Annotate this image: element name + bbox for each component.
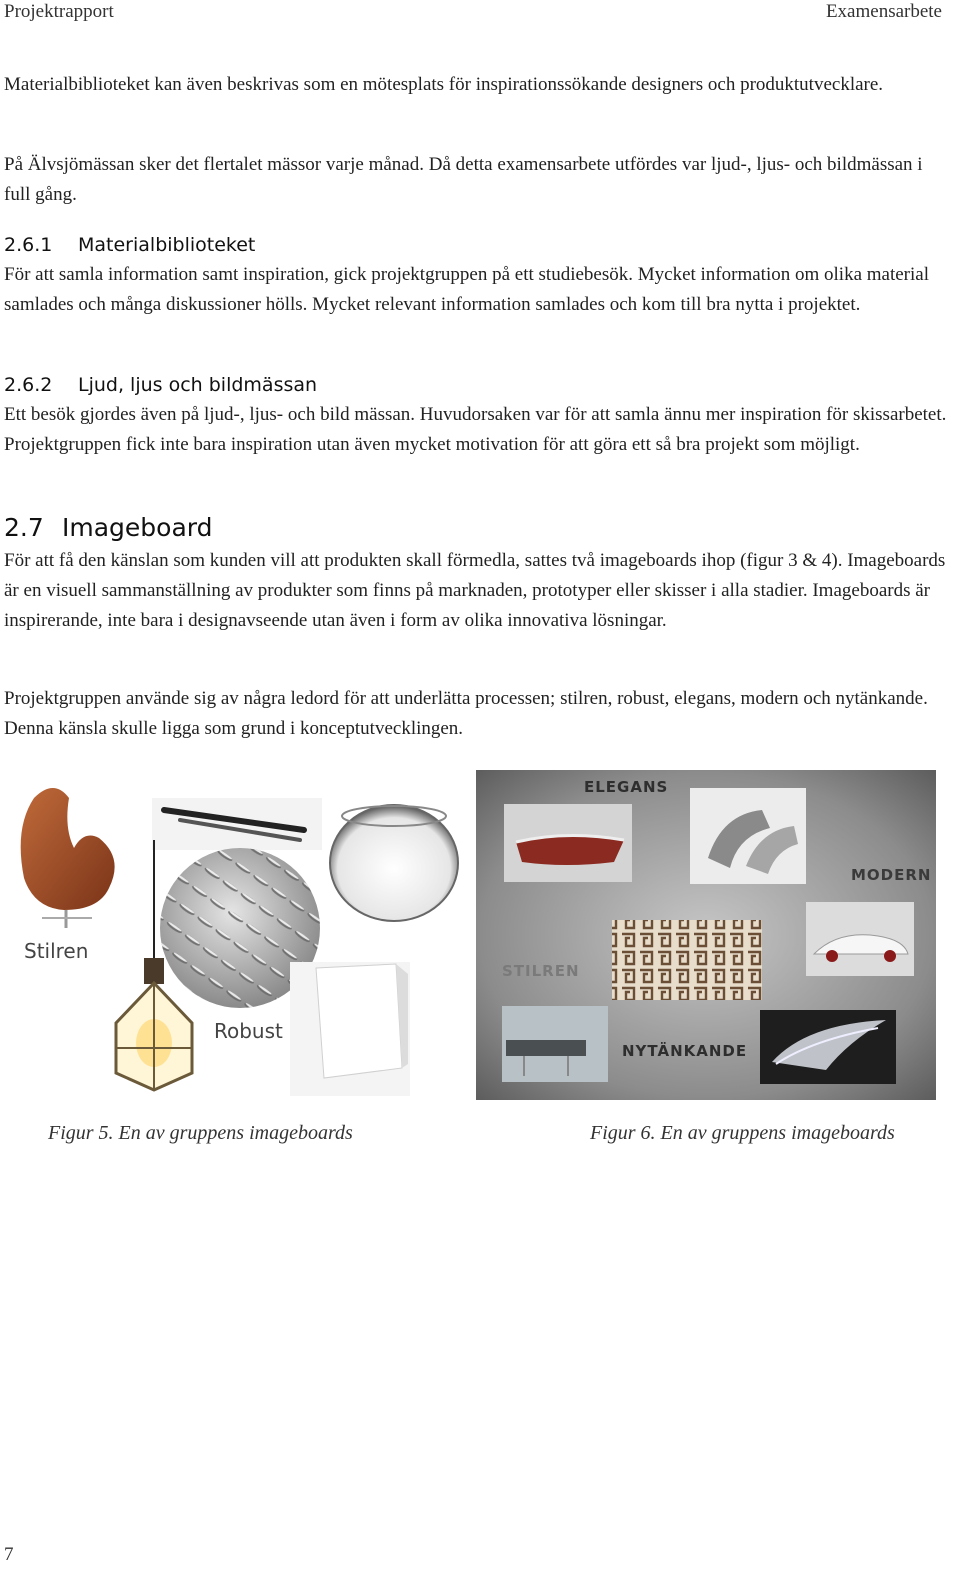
- elegant-boat-image: [504, 804, 632, 882]
- egg-chair-image: [21, 788, 115, 928]
- greek-pattern-image: [612, 920, 762, 1000]
- glass-bowl-image: [330, 805, 458, 921]
- paragraph-ledord: Projektgruppen använde sig av några ledord för att underlätta processen; stilren, robust, elegans, modern och nytänkande. Denna känsla skulle ligga som grund i konceptutvecklingen.: [4, 688, 928, 739]
- heading-number: 2.6.1: [4, 234, 53, 256]
- paragraph-studiebesok: För att samla information samt inspiration, gick projektgruppen på ett studiebesök. Mycket information om olika material samlades och många diskussioner hölls. Mycket relevant information samlades och kom till bra nytta i projektet.: [4, 264, 929, 315]
- heading-2-6-1: [4, 232, 255, 258]
- heading-title: Ljud, ljus och bildmässan: [78, 374, 318, 396]
- label-robust: Robust: [214, 1019, 283, 1043]
- header-right: Examensarbete: [825, 1, 942, 22]
- paragraph-massbesok: Ett besök gjordes även på ljud-, ljus- och bild mässan. Huvudorsaken var för att samla ännu mer inspiration för skissarbetet. Projektgruppen fick inte bara inspiration utan även mycket motivation för att göra ett så bra projekt som möjligt.: [4, 404, 947, 455]
- futuristic-shape-image: [760, 1010, 896, 1084]
- paragraph-alvsjomassan: På Älvsjömässan sker det flertalet mässor varje månad. Då detta examensarbete utfördes var ljud-, ljus- och bildmässan i full gång.: [4, 154, 923, 205]
- imageboard-figure-6: [476, 770, 936, 1100]
- pens-image: [152, 798, 322, 850]
- caption-figure-6: Figur 6. En av gruppens imageboards: [590, 1122, 895, 1144]
- white-cube-image: [290, 962, 410, 1096]
- heading-2-6-2: [4, 372, 317, 398]
- paragraph-materialbibliotek-intro: Materialbiblioteket kan även beskrivas som en mötesplats för inspirationssökande designers och produktutvecklare.: [4, 74, 884, 95]
- label-nytankande: NYTÄNKANDE: [622, 1042, 748, 1060]
- label-elegans: ELEGANS: [584, 778, 669, 796]
- concept-car-image: [806, 902, 914, 976]
- heading-title: Materialbiblioteket: [78, 234, 256, 256]
- heading-title: Imageboard: [62, 513, 213, 542]
- kitchen-image: [502, 1006, 608, 1082]
- heading-number: 2.6.2: [4, 374, 53, 396]
- heading-number: 2.7: [4, 513, 44, 542]
- header-left: Projektrapport: [4, 1, 114, 22]
- curved-shapes-image: [690, 788, 806, 884]
- paragraph-imageboards: För att få den känslan som kunden vill att produkten skall förmedla, sattes två imageboards ihop (figur 3 & 4). Imageboards är en visuell sammanställning av produkter som finns på marknaden, prototyper eller skisser i alla stadier. Imageboards är inspirerande, inte bara i designavseende utan även i form av olika innovativa lösningar.: [4, 550, 946, 631]
- label-modern: MODERN: [851, 866, 932, 884]
- label-stilren: Stilren: [24, 939, 89, 963]
- page-number: 7: [4, 1544, 14, 1565]
- imageboard-figure-5: [4, 768, 460, 1108]
- caption-figure-5: Figur 5. En av gruppens imageboards: [48, 1122, 353, 1144]
- heading-2-7: [4, 512, 213, 544]
- label-stilren: STILREN: [502, 962, 580, 980]
